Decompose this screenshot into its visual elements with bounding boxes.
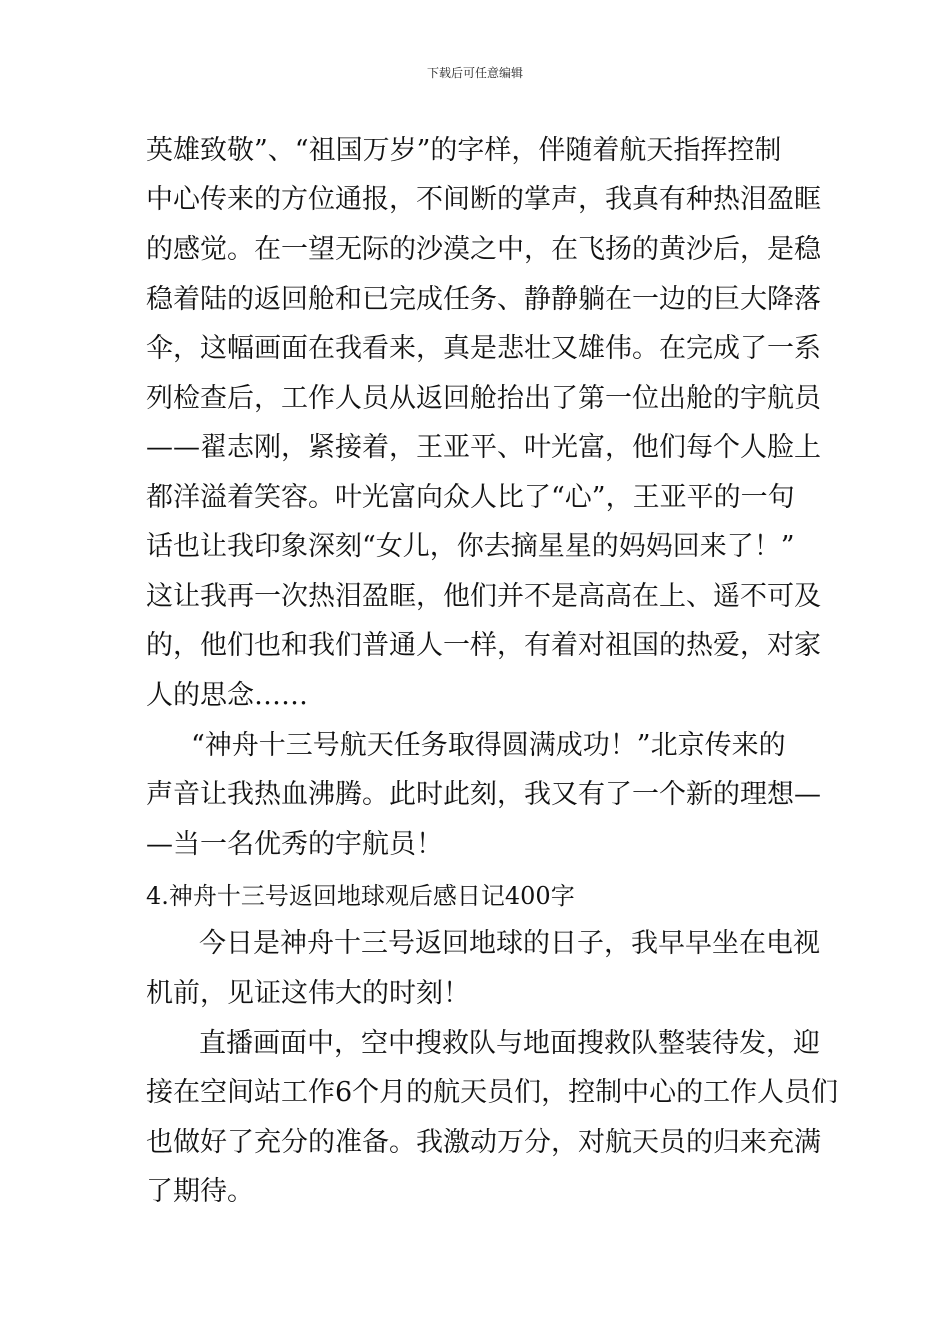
text-line-content: 中心传来的方位通报，不间断的掌声，我真有种热泪盈眶 xyxy=(146,184,821,215)
text-line xyxy=(0,1123,950,1163)
text-line xyxy=(0,1024,950,1064)
text-line-content: 列检查后，工作人员从返回舱抬出了第一位出舱的宇航员 xyxy=(146,383,821,414)
text-line xyxy=(0,1172,950,1212)
text-line-content: —当一名优秀的宇航员！ xyxy=(146,829,443,860)
page-header: 下载后可任意编辑 xyxy=(426,66,523,80)
text-line xyxy=(0,379,950,419)
text-line-content: 都洋溢着笑容。叶光富向众人比了“心”，王亚平的一句 xyxy=(146,482,795,513)
text-line xyxy=(0,280,950,320)
text-line-content: 人的思念…… xyxy=(146,680,308,711)
text-line-content: ——翟志刚，紧接着，王亚平、叶光富，他们每个人脸上 xyxy=(146,432,821,463)
text-line-content: “神舟十三号航天任务取得圆满成功！”北京传来的 xyxy=(191,730,786,761)
text-line xyxy=(0,230,950,270)
text-line-content: 话也让我印象深刻“女儿，你去摘星星的妈妈回来了！” xyxy=(146,531,795,562)
text-line-content: 的感觉。在一望无际的沙漠之中，在飞扬的黄沙后，是稳 xyxy=(146,234,821,265)
text-line-content: 这让我再一次热泪盈眶，他们并不是高高在上、遥不可及 xyxy=(146,581,821,612)
text-line xyxy=(0,726,950,766)
text-line xyxy=(0,974,950,1014)
text-line-content: 机前，见证这伟大的时刻！ xyxy=(146,978,470,1009)
text-line-content: 也做好了充分的准备。我激动万分，对航天员的归来充满 xyxy=(146,1127,821,1158)
text-line xyxy=(0,1073,950,1113)
section-heading xyxy=(0,876,950,916)
text-line-content: 声音让我热血沸腾。此时此刻，我又有了一个新的理想— xyxy=(146,779,821,810)
text-line xyxy=(0,180,950,220)
text-line xyxy=(0,676,950,716)
text-line xyxy=(0,428,950,468)
text-line xyxy=(0,825,950,865)
text-line xyxy=(0,131,950,171)
text-line-content: 稳着陆的返回舱和已完成任务、静静躺在一边的巨大降落 xyxy=(146,284,821,315)
text-line-content: 英雄致敬”、“祖国万岁”的字样，伴随着航天指挥控制 xyxy=(146,135,782,166)
section-heading-text: 4.神舟十三号返回地球观后感日记400字 xyxy=(146,882,575,910)
text-line xyxy=(0,478,950,518)
text-line xyxy=(0,527,950,567)
text-line xyxy=(0,924,950,964)
text-line-content: 今日是神舟十三号返回地球的日子，我早早坐在电视 xyxy=(199,928,820,959)
text-line-content: 直播画面中，空中搜救队与地面搜救队整装待发，迎 xyxy=(199,1028,820,1059)
text-line-content: 伞，这幅画面在我看来，真是悲壮又雄伟。在完成了一系 xyxy=(146,333,821,364)
text-line-content: 的，他们也和我们普通人一样，有着对祖国的热爱，对家 xyxy=(146,630,821,661)
text-line xyxy=(0,626,950,666)
text-line xyxy=(0,577,950,617)
text-line xyxy=(0,329,950,369)
text-line xyxy=(0,775,950,815)
text-line-content: 接在空间站工作6个月的航天员们，控制中心的工作人员们 xyxy=(146,1077,839,1108)
text-line-content: 了期待。 xyxy=(146,1176,254,1207)
